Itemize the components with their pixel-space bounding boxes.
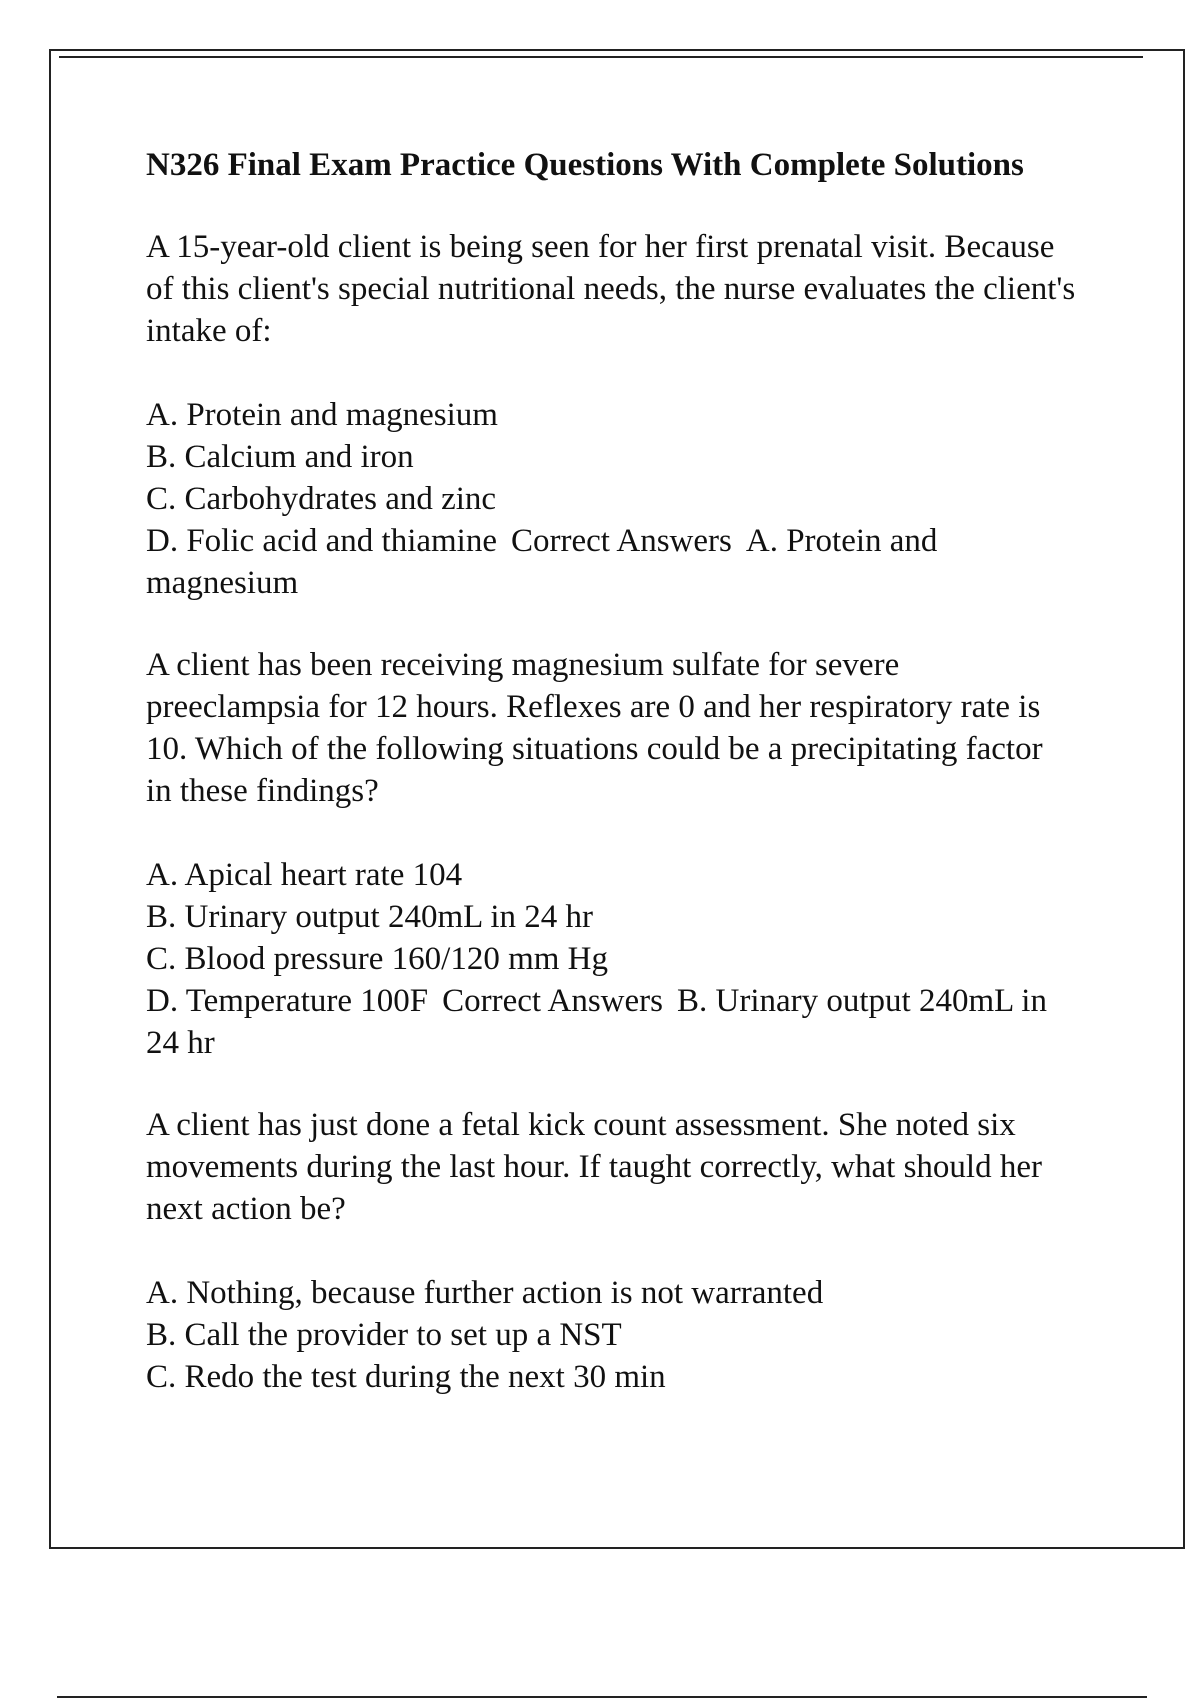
option-a: A. Nothing, because further action is not warranted [146,1275,824,1311]
top-rule [59,56,1143,58]
question-stem: A client has been receiving magnesium sulfate for severe preeclampsia for 12 hours. Reflexes are 0 and her respiratory rate is 10. Which of the following situations could be a precipitating factor in these findings? [146,647,1043,809]
option-a: A. Protein and magnesium [146,397,498,433]
option-list [146,394,1076,604]
bottom-rule [57,1696,1147,1698]
question-2 [146,644,1076,1064]
option-d-with-answer [146,980,1076,1064]
option-d: D. Folic acid and thiamine [146,523,497,559]
option-a: A. Apical heart rate 104 [146,857,463,893]
question-stem: A client has just done a fetal kick count assessment. She noted six movements during the last hour. If taught correctly, what should her next action be? [146,1107,1042,1227]
option-b: B. Urinary output 240mL in 24 hr [146,899,593,935]
answer-label: Correct Answers [442,983,663,1019]
option-c: C. Carbohydrates and zinc [146,481,497,517]
option-b: B. Calcium and iron [146,439,414,475]
correct-answer: B. Urinary output 240mL in 24 hr [146,983,1047,1061]
option-c: C. Redo the test during the next 30 min [146,1359,666,1395]
correct-answer: A. Protein and magnesium [146,523,938,601]
document-title: N326 Final Exam Practice Questions With Complete Solutions [146,147,1024,183]
answer-label: Correct Answers [511,523,732,559]
option-c: C. Blood pressure 160/120 mm Hg [146,941,608,977]
option-list [146,854,1076,1064]
option-d: D. Temperature 100F [146,983,429,1019]
question-3 [146,1104,1076,1398]
question-stem: A 15-year-old client is being seen for her first prenatal visit. Because of this client's special nutritional needs, the nurse evaluates the client's intake of: [146,229,1076,349]
option-d-with-answer [146,520,1076,604]
question-1 [146,226,1076,604]
option-b: B. Call the provider to set up a NST [146,1317,622,1353]
document-body [146,144,1076,1438]
option-list [146,1272,1076,1398]
